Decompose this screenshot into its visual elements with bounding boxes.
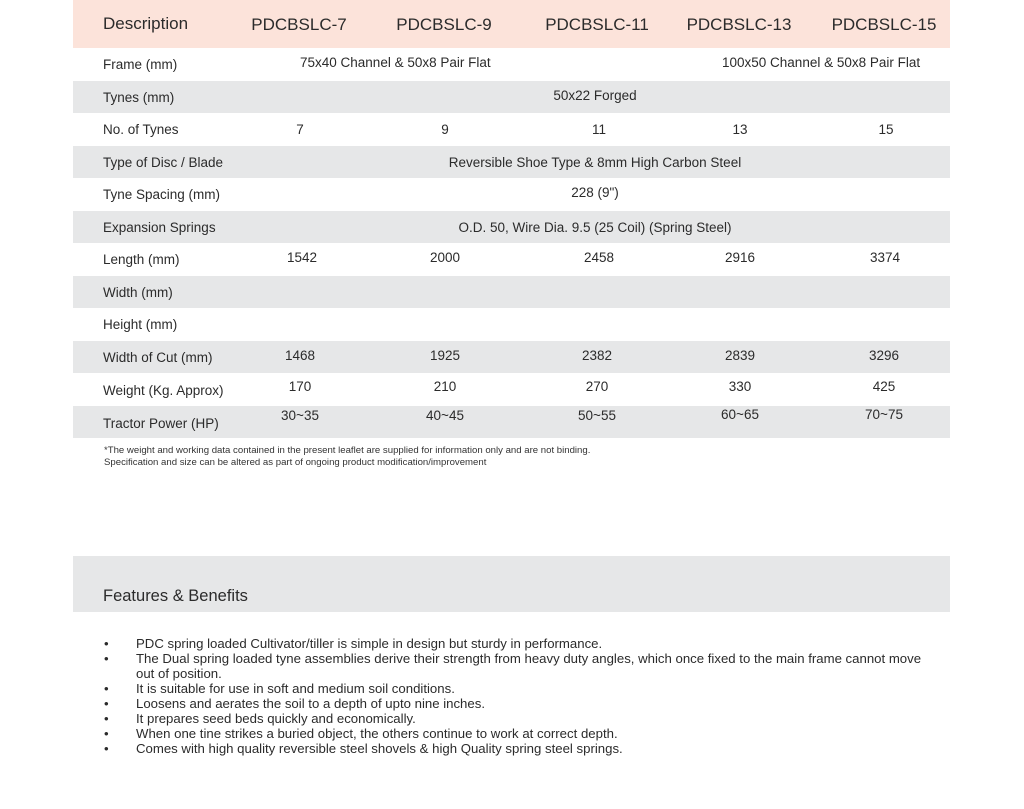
row-value: 30~35	[281, 407, 319, 423]
row-label: Width of Cut (mm)	[103, 349, 213, 365]
row-label: No. of Tynes	[103, 122, 179, 137]
model-header: PDCBSLC-11	[545, 15, 649, 34]
table-row	[73, 243, 950, 276]
row-value: 228 (9")	[571, 185, 619, 200]
row-value: 40~45	[426, 407, 464, 423]
row-value: 11	[591, 122, 607, 137]
row-label: Tynes (mm)	[103, 89, 175, 105]
bullet-icon: •	[104, 636, 109, 651]
row-value: 1468	[284, 347, 316, 363]
table-row	[73, 146, 950, 179]
bullet-icon: •	[104, 651, 109, 666]
bullet-icon: •	[104, 741, 109, 756]
feature-text: Loosens and aerates the soil to a depth of upto nine inches.	[136, 696, 485, 711]
row-value: 15	[878, 122, 894, 137]
row-value: 1925	[429, 347, 461, 363]
list-item	[104, 651, 924, 681]
feature-text: It is suitable for use in soft and medium soil conditions.	[136, 681, 455, 696]
bullet-icon: •	[104, 696, 109, 711]
row-label: Weight (Kg. Approx)	[103, 383, 224, 398]
table-row	[73, 178, 950, 211]
list-item	[104, 636, 924, 651]
row-value: Reversible Shoe Type & 8mm High Carbon Steel	[448, 154, 742, 170]
row-value: 3296	[868, 347, 900, 363]
bullet-icon: •	[104, 711, 109, 726]
row-value: 270	[585, 379, 609, 394]
table-row	[73, 211, 950, 244]
table-row	[73, 81, 950, 114]
row-label: Tractor Power (HP)	[103, 415, 219, 431]
table-row	[73, 308, 950, 341]
list-item	[104, 726, 924, 741]
model-header: PDCBSLC-7	[251, 15, 347, 34]
model-header: PDCBSLC-13	[686, 15, 792, 34]
table-row	[73, 373, 950, 406]
row-value: 210	[433, 379, 457, 394]
row-value: 3374	[869, 250, 901, 265]
features-title: Features & Benefits	[103, 587, 248, 605]
spec-table	[73, 0, 950, 438]
row-label: Length (mm)	[103, 252, 180, 267]
feature-text: Comes with high quality reversible steel shovels & high Quality spring steel springs.	[136, 741, 623, 756]
model-header: PDCBSLC-15	[831, 15, 937, 34]
table-row	[73, 113, 950, 146]
table-row	[73, 406, 950, 439]
feature-text: PDC spring loaded Cultivator/tiller is simple in design but sturdy in performance.	[136, 636, 603, 651]
disclaimer-line: Specification and size can be altered as part of ongoing product modification/improvement	[104, 457, 487, 468]
row-value: 75x40 Channel & 50x8 Pair Flat	[300, 55, 491, 70]
row-value: 7	[296, 122, 304, 137]
row-value: 330	[728, 379, 752, 394]
row-value: 50~55	[578, 407, 616, 423]
row-label: Expansion Springs	[103, 219, 216, 235]
row-value: 2458	[583, 250, 615, 265]
row-value: 2839	[724, 347, 756, 363]
table-row	[73, 341, 950, 374]
disclaimer-line: *The weight and working data contained in the present leaflet are supplied for information only and are not binding.	[104, 445, 591, 456]
row-value: 70~75	[865, 406, 903, 422]
row-value: 50x22 Forged	[553, 87, 637, 103]
row-label: Tyne Spacing (mm)	[103, 187, 221, 202]
list-item	[104, 681, 924, 696]
row-value: 2000	[429, 250, 461, 265]
row-label: Width (mm)	[103, 284, 173, 300]
row-value: 100x50 Channel & 50x8 Pair Flat	[722, 55, 921, 70]
feature-text: When one tine strikes a buried object, the others continue to work at correct depth.	[136, 726, 618, 741]
row-label: Height (mm)	[103, 317, 178, 332]
row-value: 2916	[724, 250, 756, 265]
bullet-icon: •	[104, 726, 109, 741]
row-value: 13	[732, 122, 748, 137]
table-row	[73, 48, 950, 81]
row-value: 60~65	[721, 406, 759, 422]
feature-text: The Dual spring loaded tyne assemblies derive their strength from heavy duty angles, which once fixed to the main frame cannot move out of position.	[136, 651, 922, 681]
model-header: PDCBSLC-9	[396, 15, 492, 34]
row-value: 1542	[286, 250, 318, 265]
features-list	[104, 636, 924, 756]
row-label: Type of Disc / Blade	[103, 154, 224, 170]
list-item	[104, 711, 924, 726]
list-item	[104, 696, 924, 711]
row-value: O.D. 50, Wire Dia. 9.5 (25 Coil) (Spring Steel)	[458, 219, 732, 235]
bullet-icon: •	[104, 681, 109, 696]
row-value: 9	[441, 122, 449, 137]
disclaimer-note	[104, 445, 590, 469]
feature-text: It prepares seed beds quickly and economically.	[136, 711, 416, 726]
table-row	[73, 276, 950, 309]
list-item	[104, 741, 924, 756]
table-header-row	[73, 0, 950, 48]
row-value: 170	[288, 379, 312, 394]
row-label: Frame (mm)	[103, 57, 178, 72]
row-value: 425	[872, 379, 896, 394]
row-value: 2382	[581, 347, 613, 363]
features-header-band	[73, 556, 950, 612]
header-description: Description	[103, 14, 189, 33]
